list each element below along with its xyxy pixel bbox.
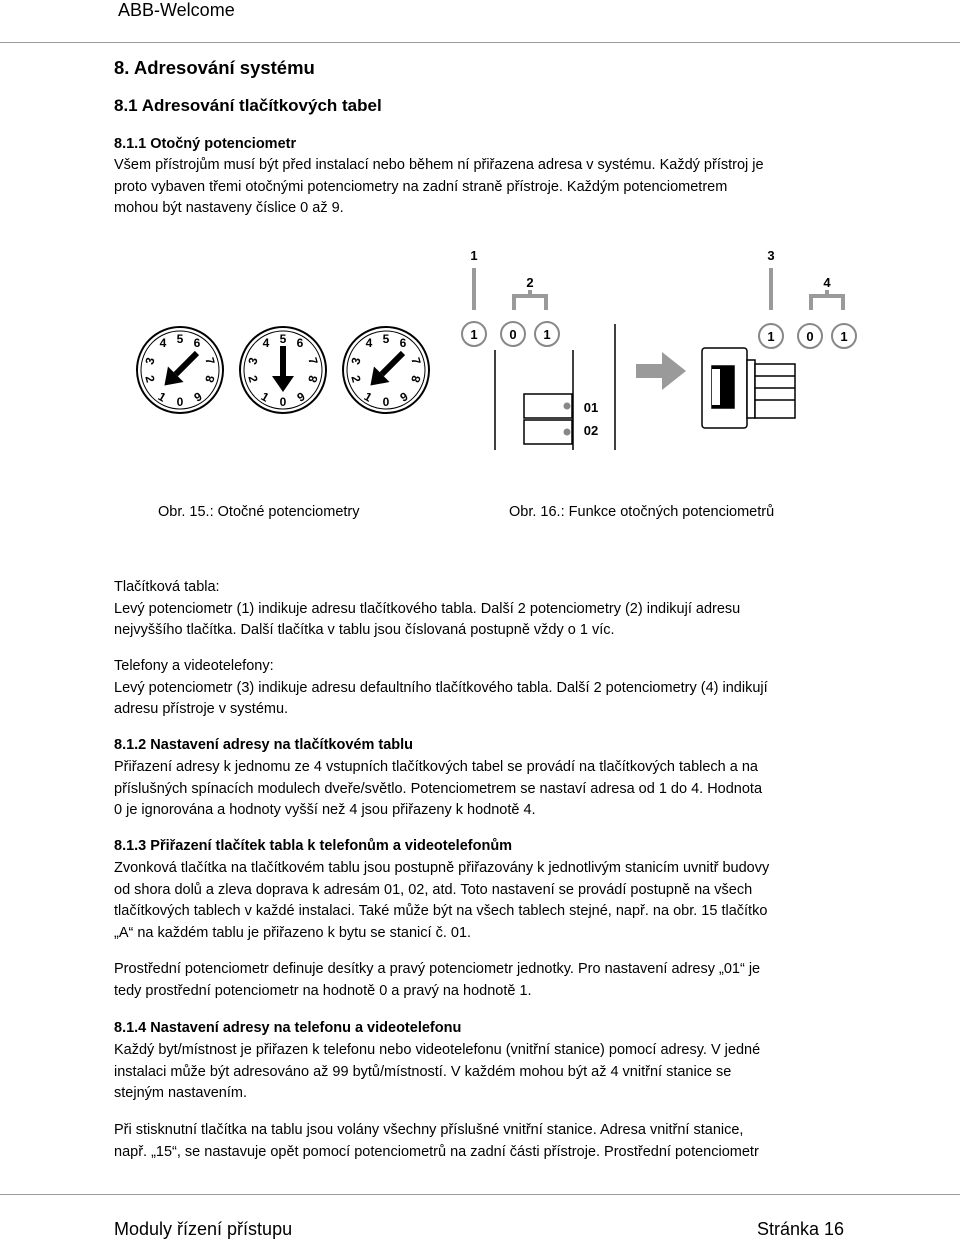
dial-arrow: [363, 345, 411, 393]
dial-digit: 9: [191, 389, 205, 405]
figure-caption-15: Obr. 15.: Otočné potenciometry: [158, 504, 360, 520]
tabla-paragraph: [114, 577, 854, 642]
dial-digit: 7: [202, 355, 218, 367]
dial-digit: 9: [397, 389, 411, 405]
right-arrow-icon: [636, 352, 686, 390]
heading-8-1-3: 8.1.3 Přiřazení tlačítek tabla k telefonům a videotelefonům: [114, 838, 513, 854]
paragraph-8-1-1: [114, 155, 854, 220]
dial-digit: 4: [365, 336, 373, 350]
dial-digit: 8: [202, 373, 218, 385]
dial-digit: 4: [262, 336, 270, 350]
text-line: proto vybaven třemi otočnými potenciometry na zadní straně přístroje. Každým potenciometrem: [114, 178, 728, 195]
figure-caption-16: Obr. 16.: Funkce otočných potenciometrů: [509, 504, 775, 520]
pot-label: 1: [767, 329, 775, 344]
text-line: Telefony a videotelefony:: [114, 658, 274, 674]
dial-digit: 1: [258, 389, 272, 405]
dial-digit: 2: [245, 373, 261, 385]
text-line: nejvyššího tlačítka. Další tlačítka v tablu jsou číslovaná postupně vždy o 1 víc.: [114, 622, 615, 638]
rotary-dial-2: [240, 327, 326, 413]
text-line: Tlačítková tabla:: [114, 579, 220, 595]
callout-2: 2: [526, 275, 534, 290]
pot-label: 1: [840, 329, 848, 344]
phone-device-icon: [702, 348, 795, 428]
dial-digit: 2: [348, 373, 364, 385]
heading-8-1-4: 8.1.4 Nastavení adresy na telefonu a videotelefonu: [114, 1020, 462, 1036]
text-line: např. „15“, se nastavuje opět pomocí potenciometrů na zadní části přístroje. Prostřední potenciometr: [114, 1143, 759, 1160]
text-line: „A“ na každém tablu je přiřazeno k bytu se stanicí č. 01.: [114, 924, 472, 941]
text-line: Při stisknutní tlačítka na tablu jsou volány všechny příslušné vnitřní stanice. Adresa vnitřní stanice,: [114, 1122, 744, 1138]
page-number: Stránka 16: [756, 1219, 844, 1239]
dial-arrow: [157, 345, 205, 393]
heading-8-1-2: 8.1.2 Nastavení adresy na tlačítkovém tablu: [114, 737, 413, 753]
running-header: ABB-Welcome: [118, 0, 235, 20]
dial-digit: 6: [399, 336, 407, 350]
text-line: instalaci může být adresováno až 99 bytů/místností. V každém mohou být až 4 vnitřní stanice se: [114, 1063, 732, 1080]
dial-digit: 5: [176, 332, 184, 346]
dial-digit: 3: [245, 355, 261, 367]
dial-digit: 0: [382, 395, 390, 409]
dial-digit: 3: [348, 355, 364, 367]
dial-digit: 6: [296, 336, 304, 350]
dial-digit: 5: [279, 332, 287, 346]
header-rule: [0, 42, 960, 43]
paragraph-8-1-4: [114, 1040, 854, 1105]
dial-digit: 7: [408, 355, 424, 367]
pot-label: 0: [806, 329, 814, 344]
text-line: Každý byt/místnost je přiřazen k telefonu nebo videotelefonu (vnitřní stanice) pomocí adresy. V jedné: [114, 1042, 761, 1058]
dial-digit: 8: [305, 373, 321, 385]
callout-1: 1: [470, 248, 478, 263]
text-line: Levý potenciometr (3) indikuje adresu defaultního tlačítkového tabla. Další 2 potenciometry (4) indikují: [114, 679, 768, 696]
paragraph-8-1-3b: [114, 959, 854, 1002]
text-line: příslušných spínacích modulech dveře/světlo. Potenciometrem se nastaví adresa od 1 do 4. Hodnota: [114, 780, 763, 797]
panel-label-01: 01: [583, 400, 599, 415]
text-line: mohou být nastaveny číslice 0 až 9.: [114, 200, 344, 216]
dial-digit: 3: [142, 355, 158, 367]
pot-label: 1: [470, 327, 478, 342]
dial-digit: 5: [382, 332, 390, 346]
potentiometer-figures: [130, 240, 870, 460]
dial-digit: 2: [142, 373, 158, 385]
text-line: Prostřední potenciometr definuje desítky a pravý potenciometr jednotky. Pro nastavení adresy „01“ je: [114, 961, 761, 977]
section-title: 8. Adresování systému: [114, 57, 315, 78]
dial-digit: 8: [408, 373, 424, 385]
callout-4: 4: [823, 275, 831, 290]
dial-digit: 4: [159, 336, 167, 350]
heading-8-1-1: 8.1.1 Otočný potenciometr: [114, 136, 297, 152]
dial-arrow: [272, 346, 294, 392]
text-line: Levý potenciometr (1) indikuje adresu tlačítkového tabla. Další 2 potenciometry (2) indikují adresu: [114, 600, 741, 617]
button-led-icon: [564, 403, 571, 410]
callout-3: 3: [767, 248, 775, 263]
telefony-paragraph: [114, 656, 854, 721]
pot-label: 0: [509, 327, 517, 342]
pot-label: 1: [543, 327, 551, 342]
rotary-dial-3: [343, 327, 429, 413]
section-subtitle: 8.1 Adresování tlačítkových tabel: [114, 96, 382, 115]
footer-rule: [0, 1194, 960, 1195]
panel-label-02: 02: [583, 423, 599, 438]
dial-digit: 1: [361, 389, 375, 405]
rotary-dial-1: [137, 327, 223, 413]
dial-digit: 1: [155, 389, 169, 405]
dial-digit: 0: [176, 395, 184, 409]
text-line: tlačítkových tablech v každé instalaci. Také může být na všech tablech stejné, např. na obr. 15 tlačítko: [114, 903, 768, 919]
dial-digit: 7: [305, 355, 321, 367]
paragraph-8-1-2: [114, 757, 854, 822]
text-line: 0 je ignorována a hodnoty vyšší než 4 jsou přiřazeny k hodnotě 4.: [114, 802, 536, 818]
text-line: tedy prostřední potenciometr na hodnotě 0 a pravý na hodnotě 1.: [114, 982, 532, 999]
button-led-icon: [564, 429, 571, 436]
paragraph-8-1-3: [114, 858, 854, 944]
text-line: od shora dolů a zleva doprava k adresám 01, 02, atd. Toto nastavení se provádí postupně na všech: [114, 881, 753, 898]
dial-digit: 6: [193, 336, 201, 350]
paragraph-8-1-4b: [114, 1120, 854, 1163]
dial-digit: 0: [279, 395, 287, 409]
text-line: Přiřazení adresy k jednomu ze 4 vstupních tlačítkových tabel se provádí na tlačítkových tablech a na: [114, 759, 758, 775]
text-line: Zvonková tlačítka na tlačítkovém tablu jsou postupně přiřazovány k jednotlivým stanicím uvnitř budovy: [114, 860, 770, 876]
footer-title: Moduly řízení přístupu: [114, 1219, 293, 1239]
text-line: Všem přístrojům musí být před instalací nebo během ní přiřazena adresa v systému. Každý přístroj je: [114, 157, 764, 173]
dial-digit: 9: [294, 389, 308, 405]
text-line: stejným nastavením.: [114, 1085, 247, 1101]
text-line: adresu přístroje v systému.: [114, 701, 289, 717]
